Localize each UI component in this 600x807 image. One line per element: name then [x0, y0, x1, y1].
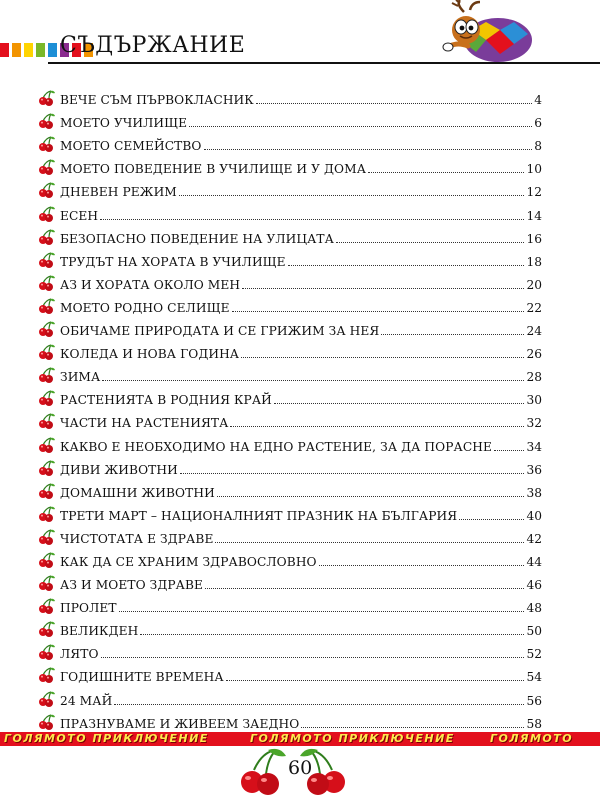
toc-page: 20 — [526, 277, 542, 292]
color-stripe — [48, 43, 57, 57]
table-of-contents — [38, 84, 542, 731]
toc-row — [38, 592, 542, 615]
toc-title: АЗ И ХОРАТА ОКОЛО МЕН — [60, 277, 241, 292]
cherry-icon — [38, 113, 56, 129]
toc-title: ЛЯТО — [60, 647, 99, 662]
dot-leader — [179, 194, 525, 196]
toc-row — [38, 500, 542, 523]
toc-title: ЗИМА — [60, 370, 101, 385]
toc-row — [38, 708, 542, 731]
cherry-icon — [38, 344, 56, 360]
toc-row — [38, 223, 542, 246]
color-stripe — [24, 43, 33, 57]
toc-row — [38, 107, 542, 130]
toc-page: 22 — [526, 300, 542, 315]
cherry-icon — [38, 598, 56, 614]
dot-leader — [230, 425, 524, 427]
color-stripe — [36, 43, 45, 57]
dot-leader — [101, 656, 525, 658]
dot-leader — [204, 148, 533, 150]
toc-page: 30 — [526, 393, 542, 408]
band-text: ГОЛЯМОТО — [490, 732, 574, 745]
toc-title: ОБИЧАМЕ ПРИРОДАТА И СЕ ГРИЖИМ ЗА НЕЯ — [60, 324, 380, 339]
dot-leader — [288, 264, 525, 266]
toc-title: ВЕЧЕ СЪМ ПЪРВОКЛАСНИК — [60, 93, 254, 108]
toc-title: КАК ДА СЕ ХРАНИМ ЗДРАВОСЛОВНО — [60, 554, 317, 569]
toc-row — [38, 84, 542, 107]
dot-leader — [381, 333, 524, 335]
dot-leader — [226, 679, 525, 681]
toc-row — [38, 315, 542, 338]
cherry-icon — [38, 390, 56, 406]
toc-title: ДОМАШНИ ЖИВОТНИ — [60, 485, 215, 500]
toc-row — [38, 569, 542, 592]
toc-page: 14 — [526, 208, 542, 223]
toc-title: ПРАЗНУВАМЕ И ЖИВЕЕМ ЗАЕДНО — [60, 716, 300, 731]
toc-title: МОЕТО ПОВЕДЕНИЕ В УЧИЛИЩЕ И У ДОМА — [60, 162, 367, 177]
cherry-icon — [38, 691, 56, 707]
cherry-icon — [38, 483, 56, 499]
toc-row — [38, 361, 542, 384]
dot-leader — [100, 218, 524, 220]
bug-mascot-icon — [436, 0, 536, 70]
toc-page: 16 — [526, 231, 542, 246]
toc-title: ЕСЕН — [60, 208, 99, 223]
toc-title: АЗ И МОЕТО ЗДРАВЕ — [60, 578, 204, 593]
toc-title: РАСТЕНИЯТА В РОДНИЯ КРАЙ — [60, 393, 272, 408]
dot-leader — [189, 125, 532, 127]
dot-leader — [140, 633, 524, 635]
toc-page: 12 — [526, 185, 542, 200]
cherry-icon — [38, 621, 56, 637]
dot-leader — [232, 310, 525, 312]
cherry-icon — [38, 275, 56, 291]
page-number: 60 — [288, 757, 313, 779]
toc-row — [38, 199, 542, 222]
toc-page: 50 — [526, 624, 542, 639]
toc-title: ЧИСТОТАТА Е ЗДРАВЕ — [60, 531, 214, 546]
toc-page: 46 — [526, 578, 542, 593]
dot-leader — [119, 610, 525, 612]
toc-page: 40 — [526, 508, 542, 523]
toc-row — [38, 523, 542, 546]
toc-page: 56 — [526, 693, 542, 708]
cherry-icon — [38, 159, 56, 175]
dot-leader — [319, 564, 525, 566]
toc-row — [38, 477, 542, 500]
toc-title: ЧАСТИ НА РАСТЕНИЯТА — [60, 416, 229, 431]
dot-leader — [301, 726, 524, 728]
dot-leader — [368, 171, 524, 173]
dot-leader — [217, 495, 525, 497]
toc-row — [38, 246, 542, 269]
cherry-icon — [38, 506, 56, 522]
toc-page: 18 — [526, 254, 542, 269]
dot-leader — [180, 472, 525, 474]
toc-row — [38, 269, 542, 292]
cherry-icon — [38, 575, 56, 591]
cherry-icon — [38, 529, 56, 545]
toc-row — [38, 130, 542, 153]
toc-page: 6 — [534, 116, 542, 131]
cherry-icon — [38, 252, 56, 268]
toc-page: 34 — [526, 439, 542, 454]
toc-title: КАКВО Е НЕОБХОДИМО НА ЕДНО РАСТЕНИЕ, ЗА ДА ПОРАСНЕ — [60, 439, 493, 454]
toc-title: КОЛЕДА И НОВА ГОДИНА — [60, 347, 240, 362]
cherry-icon — [38, 413, 56, 429]
cherry-icon — [38, 552, 56, 568]
cherry-icon — [38, 437, 56, 453]
cherry-icon — [38, 644, 56, 660]
toc-page: 44 — [526, 554, 542, 569]
toc-title: БЕЗОПАСНО ПОВЕДЕНИЕ НА УЛИЦАТА — [60, 231, 334, 246]
toc-title: ТРЕТИ МАРТ – НАЦИОНАЛНИЯТ ПРАЗНИК НА БЪЛГАРИЯ — [60, 508, 458, 523]
cherry-icon — [38, 90, 56, 106]
toc-page: 58 — [526, 716, 542, 731]
dot-leader — [241, 356, 524, 358]
toc-row — [38, 176, 542, 199]
color-stripe — [0, 43, 9, 57]
footer-band — [0, 732, 600, 746]
cherry-icon — [38, 321, 56, 337]
toc-page: 24 — [526, 324, 542, 339]
toc-title: МОЕТО УЧИЛИЩЕ — [60, 116, 188, 131]
cherry-icon — [38, 136, 56, 152]
dot-leader — [102, 379, 524, 381]
dot-leader — [114, 703, 524, 705]
toc-row — [38, 292, 542, 315]
cherry-icon — [241, 749, 286, 795]
cherry-icon — [38, 182, 56, 198]
dot-leader — [494, 449, 524, 451]
cherry-icon — [38, 367, 56, 383]
toc-row — [38, 615, 542, 638]
toc-row — [38, 430, 542, 453]
cherry-icon — [38, 667, 56, 683]
toc-page: 32 — [526, 416, 542, 431]
toc-page: 28 — [526, 370, 542, 385]
dot-leader — [459, 518, 524, 520]
toc-row — [38, 407, 542, 430]
toc-title: ВЕЛИКДЕН — [60, 624, 139, 639]
toc-title: 24 МАЙ — [60, 693, 113, 708]
dot-leader — [336, 241, 525, 243]
toc-page: 36 — [526, 462, 542, 477]
cherry-icon — [38, 714, 56, 730]
toc-title: ДИВИ ЖИВОТНИ — [60, 462, 178, 477]
band-text: ГОЛЯМОТО ПРИКЛЮЧЕНИЕ — [4, 732, 209, 745]
toc-row — [38, 338, 542, 361]
toc-title: МОЕТО РОДНО СЕЛИЩЕ — [60, 300, 230, 315]
toc-row — [38, 384, 542, 407]
band-text: ГОЛЯМОТО ПРИКЛЮЧЕНИЕ — [250, 732, 455, 745]
toc-page: 26 — [526, 347, 542, 362]
dot-leader — [215, 541, 524, 543]
toc-title: МОЕТО СЕМЕЙСТВО — [60, 139, 202, 154]
toc-title: ТРУДЪТ НА ХОРАТА В УЧИЛИЩЕ — [60, 254, 286, 269]
cherry-icon — [38, 460, 56, 476]
toc-page: 10 — [526, 162, 542, 177]
toc-page: 8 — [534, 139, 542, 154]
toc-page: 52 — [526, 647, 542, 662]
cherry-icon — [38, 206, 56, 222]
toc-row — [38, 661, 542, 684]
toc-page: 48 — [526, 601, 542, 616]
cherry-icon — [38, 298, 56, 314]
toc-row — [38, 454, 542, 477]
cherry-icon — [38, 229, 56, 245]
toc-title: ГОДИШНИТЕ ВРЕМЕНА — [60, 670, 224, 685]
toc-title: ПРОЛЕТ — [60, 601, 117, 616]
dot-leader — [242, 287, 524, 289]
toc-page: 54 — [526, 670, 542, 685]
dot-leader — [274, 402, 525, 404]
toc-title: ДНЕВЕН РЕЖИМ — [60, 185, 177, 200]
dot-leader — [205, 587, 524, 589]
toc-page: 4 — [534, 93, 542, 108]
toc-row — [38, 638, 542, 661]
color-stripe — [12, 43, 21, 57]
page-title: СЪДЪРЖАНИЕ — [60, 33, 246, 58]
toc-row — [38, 153, 542, 176]
toc-page: 42 — [526, 531, 542, 546]
dot-leader — [256, 102, 532, 104]
toc-row — [38, 546, 542, 569]
toc-row — [38, 684, 542, 707]
toc-page: 38 — [526, 485, 542, 500]
